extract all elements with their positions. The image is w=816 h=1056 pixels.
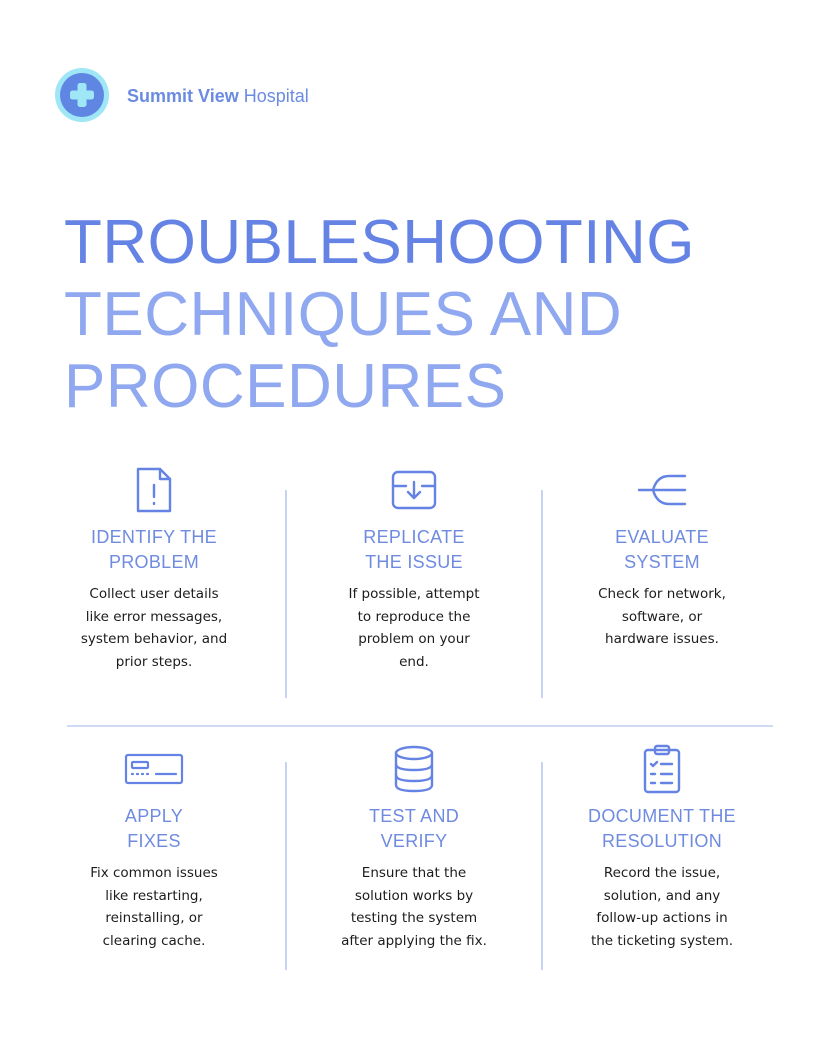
step-description-line: like error messages, bbox=[85, 608, 223, 625]
step-card-apply bbox=[54, 744, 254, 952]
step-card-replicate bbox=[314, 465, 514, 673]
inbox-download-icon bbox=[384, 465, 444, 515]
merge-arrow-icon bbox=[632, 465, 692, 515]
step-description-line: prior steps. bbox=[115, 653, 193, 670]
step-title bbox=[562, 525, 762, 575]
step-description-line: software, or bbox=[621, 608, 703, 625]
step-card-identify bbox=[54, 465, 254, 673]
step-description-line: Record the issue, bbox=[603, 865, 721, 881]
step-title-line: FIXES bbox=[127, 831, 181, 851]
step-description-line: system behavior, and bbox=[80, 631, 228, 647]
step-title-line: TEST AND bbox=[368, 806, 460, 826]
step-title-line: DOCUMENT THE bbox=[588, 806, 736, 826]
step-card-test bbox=[314, 744, 514, 952]
logo-badge bbox=[60, 73, 104, 117]
column-divider bbox=[541, 762, 543, 970]
step-title-line: PROBLEM bbox=[108, 552, 200, 572]
step-description-line: testing the system bbox=[350, 910, 478, 926]
step-card-evaluate bbox=[562, 465, 762, 651]
step-description-line: to reproduce the bbox=[357, 608, 471, 625]
column-divider bbox=[285, 490, 287, 698]
title-line-2: TECHNIQUES AND bbox=[64, 280, 623, 349]
page-title bbox=[64, 207, 804, 423]
step-title bbox=[314, 525, 514, 575]
step-title-line: SYSTEM bbox=[624, 552, 700, 572]
step-title bbox=[314, 804, 514, 854]
database-icon bbox=[384, 744, 444, 794]
medical-cross-icon bbox=[68, 81, 96, 109]
step-description-line: end. bbox=[399, 653, 429, 670]
row-divider bbox=[67, 725, 773, 727]
title-line-1: TROUBLESHOOTING bbox=[64, 208, 696, 277]
step-title-line: REPLICATE bbox=[363, 527, 465, 547]
step-description-line: hardware issues. bbox=[605, 631, 719, 647]
step-description bbox=[54, 862, 254, 952]
brand-name-light: Hospital bbox=[243, 86, 309, 106]
step-description-line: reinstalling, or bbox=[105, 910, 203, 926]
step-description bbox=[562, 583, 762, 651]
step-title bbox=[562, 804, 762, 854]
step-description-line: clearing cache. bbox=[102, 932, 206, 949]
step-description bbox=[314, 583, 514, 673]
step-description-line: Ensure that the bbox=[361, 865, 467, 881]
step-card-document bbox=[562, 744, 762, 952]
hospital-logo bbox=[55, 68, 109, 122]
step-title bbox=[54, 525, 254, 575]
step-description-line: Collect user details bbox=[89, 586, 219, 602]
step-description-line: Fix common issues bbox=[90, 865, 218, 881]
clipboard-checklist-icon bbox=[632, 744, 692, 794]
step-title-line: THE ISSUE bbox=[365, 552, 463, 572]
step-title-line: EVALUATE bbox=[615, 527, 709, 547]
step-description-line: Check for network, bbox=[598, 586, 726, 602]
brand-name-bold: Summit View bbox=[127, 86, 239, 106]
step-description-line: solution, and any bbox=[603, 887, 721, 904]
device-panel-icon bbox=[124, 744, 184, 794]
step-description-line: the ticketing system. bbox=[590, 932, 734, 949]
column-divider bbox=[541, 490, 543, 698]
step-description-line: If possible, attempt bbox=[348, 586, 480, 602]
step-description-line: like restarting, bbox=[105, 887, 203, 904]
column-divider bbox=[285, 762, 287, 970]
step-description-line: solution works by bbox=[354, 887, 474, 904]
step-description-line: problem on your bbox=[358, 631, 470, 647]
step-title-line: APPLY bbox=[124, 806, 184, 826]
step-description bbox=[562, 862, 762, 952]
step-title-line: RESOLUTION bbox=[601, 831, 723, 851]
step-title bbox=[54, 804, 254, 854]
step-title-line: VERIFY bbox=[380, 831, 448, 851]
step-description bbox=[314, 862, 514, 952]
title-line-3: PROCEDURES bbox=[64, 352, 507, 421]
brand-name bbox=[127, 85, 309, 107]
step-title-line: IDENTIFY THE bbox=[91, 527, 217, 547]
file-alert-icon bbox=[124, 465, 184, 515]
step-description-line: follow-up actions in bbox=[596, 910, 728, 926]
step-description bbox=[54, 583, 254, 673]
step-description-line: after applying the fix. bbox=[341, 932, 487, 949]
